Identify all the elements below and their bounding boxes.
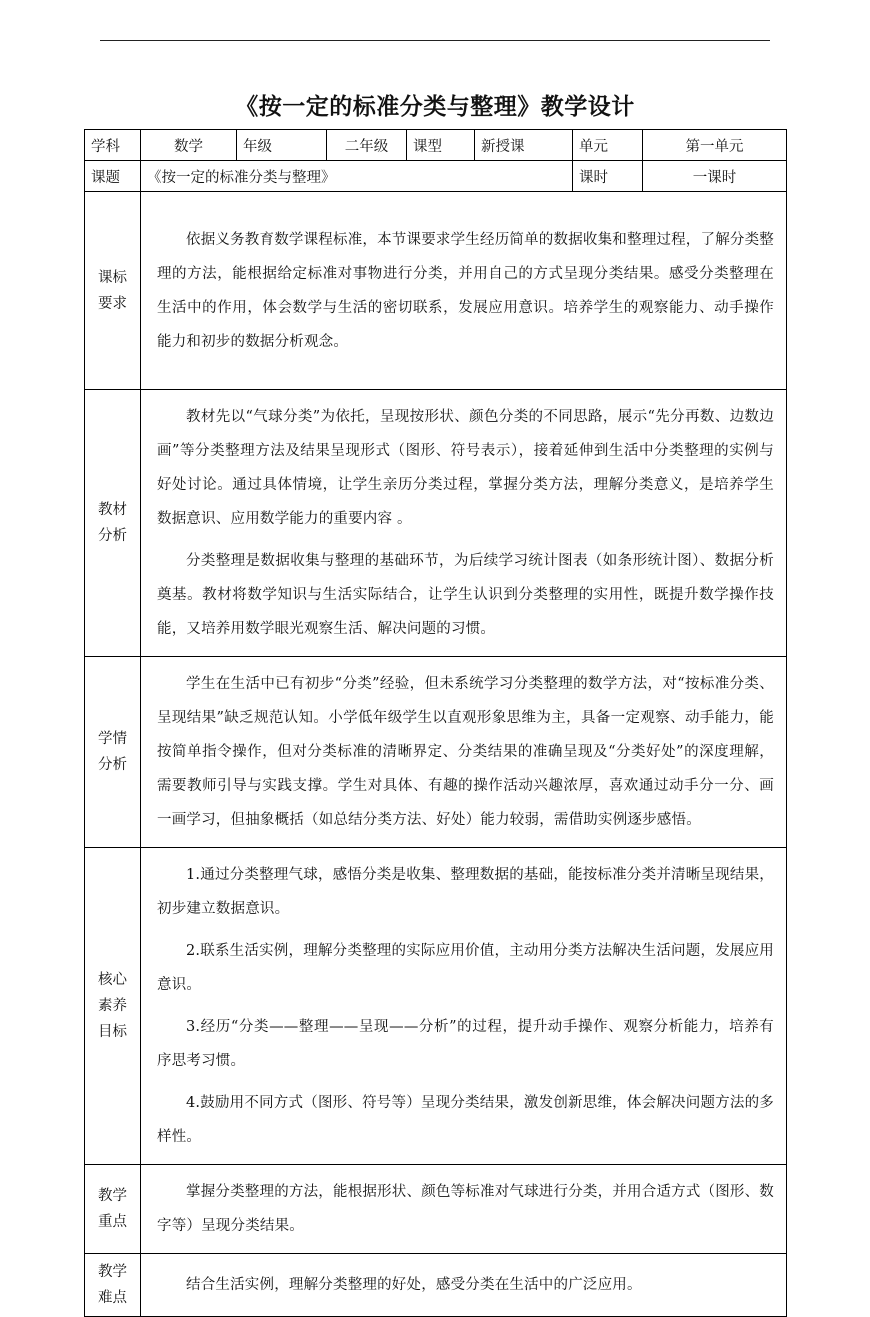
grade-value: 二年级 — [327, 130, 407, 161]
section-content — [141, 657, 787, 848]
section-label-text: 核心 素养 目标 — [98, 972, 127, 1040]
grade-label: 年级 — [237, 130, 327, 161]
section-label-text: 教学 难点 — [98, 1264, 127, 1306]
section-paragraph: 依据义务教育数学课程标准，本节课要求学生经历简单的数据收集和整理过程，了解分类整理的方法，能根据给定标准对事物进行分类，并用自己的方式呈现分类结果。感受分类整理在生活中的作用，体会数学与生活的密切联系，发展应用意识。培养学生的观察能力、动手操作能力和初步的数据分析观念。 — [157, 231, 774, 350]
section-content — [141, 1254, 787, 1317]
section-content — [141, 848, 787, 1165]
goal-paragraph: 2.联系生活实例，理解分类整理的实际应用价值，主动用分类方法解决生活问题，发展应用意识。 — [157, 943, 774, 993]
section-label-text: 学情 分析 — [98, 731, 127, 773]
section-row-textbook-analysis — [85, 390, 787, 657]
section-label — [85, 1254, 141, 1317]
section-label-text: 课标 要求 — [98, 269, 127, 312]
lesson-design-table — [84, 129, 787, 1317]
goal-paragraph: 3.经历“分类——整理——呈现——分析”的过程，提升动手操作、观察分析能力，培养有序思考习惯。 — [157, 1019, 774, 1069]
unit-value: 第一单元 — [643, 130, 787, 161]
section-row-learner-analysis — [85, 657, 787, 848]
section-row-key-points — [85, 1165, 787, 1254]
section-content — [141, 1165, 787, 1254]
section-label — [85, 390, 141, 657]
section-paragraph: 掌握分类整理的方法，能根据形状、颜色等标准对气球进行分类，并用合适方式（图形、数字等）呈现分类结果。 — [157, 1184, 774, 1234]
topic-label: 课题 — [85, 161, 141, 192]
section-paragraph: 分类整理是数据收集与整理的基础环节，为后续学习统计图表（如条形统计图）、数据分析奠基。教材将数学知识与生活实际结合，让学生认识到分类整理的实用性，既提升数学操作技能，又培养用数学眼光观察生活、解决问题的习惯。 — [157, 553, 774, 637]
section-label — [85, 657, 141, 848]
unit-label: 单元 — [573, 130, 643, 161]
header-rule — [100, 40, 770, 41]
class-hours-value: 一课时 — [643, 161, 787, 192]
lesson-type-value: 新授课 — [475, 130, 573, 161]
subject-value: 数学 — [141, 130, 237, 161]
section-row-core-literacy-goals — [85, 848, 787, 1165]
section-paragraph: 结合生活实例，理解分类整理的好处，感受分类在生活中的广泛应用。 — [186, 1277, 642, 1293]
goal-paragraph: 1.通过分类整理气球，感悟分类是收集、整理数据的基础，能按标准分类并清晰呈现结果，初步建立数据意识。 — [157, 867, 774, 917]
section-label-text: 教材 分析 — [98, 502, 127, 544]
section-label — [85, 1165, 141, 1254]
section-row-curriculum-standard — [85, 192, 787, 390]
document-title: 《按一定的标准分类与整理》教学设计 — [235, 94, 635, 120]
topic-row — [85, 161, 787, 192]
section-label-text: 教学 重点 — [98, 1188, 127, 1230]
section-paragraph: 教材先以“气球分类”为依托，呈现按形状、颜色分类的不同思路，展示“先分再数、边数边画”等分类整理方法及结果呈现形式（图形、符号表示），接着延伸到生活中分类整理的实例与好处讨论。通过具体情境，让学生亲历分类过程，掌握分类方法，理解分类意义，是培养学生数据意识、应用数学能力的重要内容 。 — [157, 409, 774, 527]
section-label — [85, 192, 141, 390]
subject-label: 学科 — [85, 130, 141, 161]
section-paragraph: 学生在生活中已有初步“分类”经验，但未系统学习分类整理的数学方法，对“按标准分类、呈现结果”缺乏规范认知。小学低年级学生以直观形象思维为主，具备一定观察、动手能力，能按简单指令操作，但对分类标准的清晰界定、分类结果的准确呈现及“分类好处”的深度理解，需要教师引导与实践支撑。学生对具体、有趣的操作活动兴趣浓厚，喜欢通过动手分一分、画一画学习，但抽象概括（如总结分类方法、好处）能力较弱，需借助实例逐步感悟。 — [157, 676, 774, 828]
info-row — [85, 130, 787, 161]
topic-value: 《按一定的标准分类与整理》 — [141, 161, 573, 192]
class-hours-label: 课时 — [573, 161, 643, 192]
section-content — [141, 390, 787, 657]
goal-paragraph: 4.鼓励用不同方式（图形、符号等）呈现分类结果，激发创新思维，体会解决问题方法的多样性。 — [157, 1095, 774, 1145]
section-label — [85, 848, 141, 1165]
section-row-difficulties — [85, 1254, 787, 1317]
section-content — [141, 192, 787, 390]
lesson-type-label: 课型 — [407, 130, 475, 161]
